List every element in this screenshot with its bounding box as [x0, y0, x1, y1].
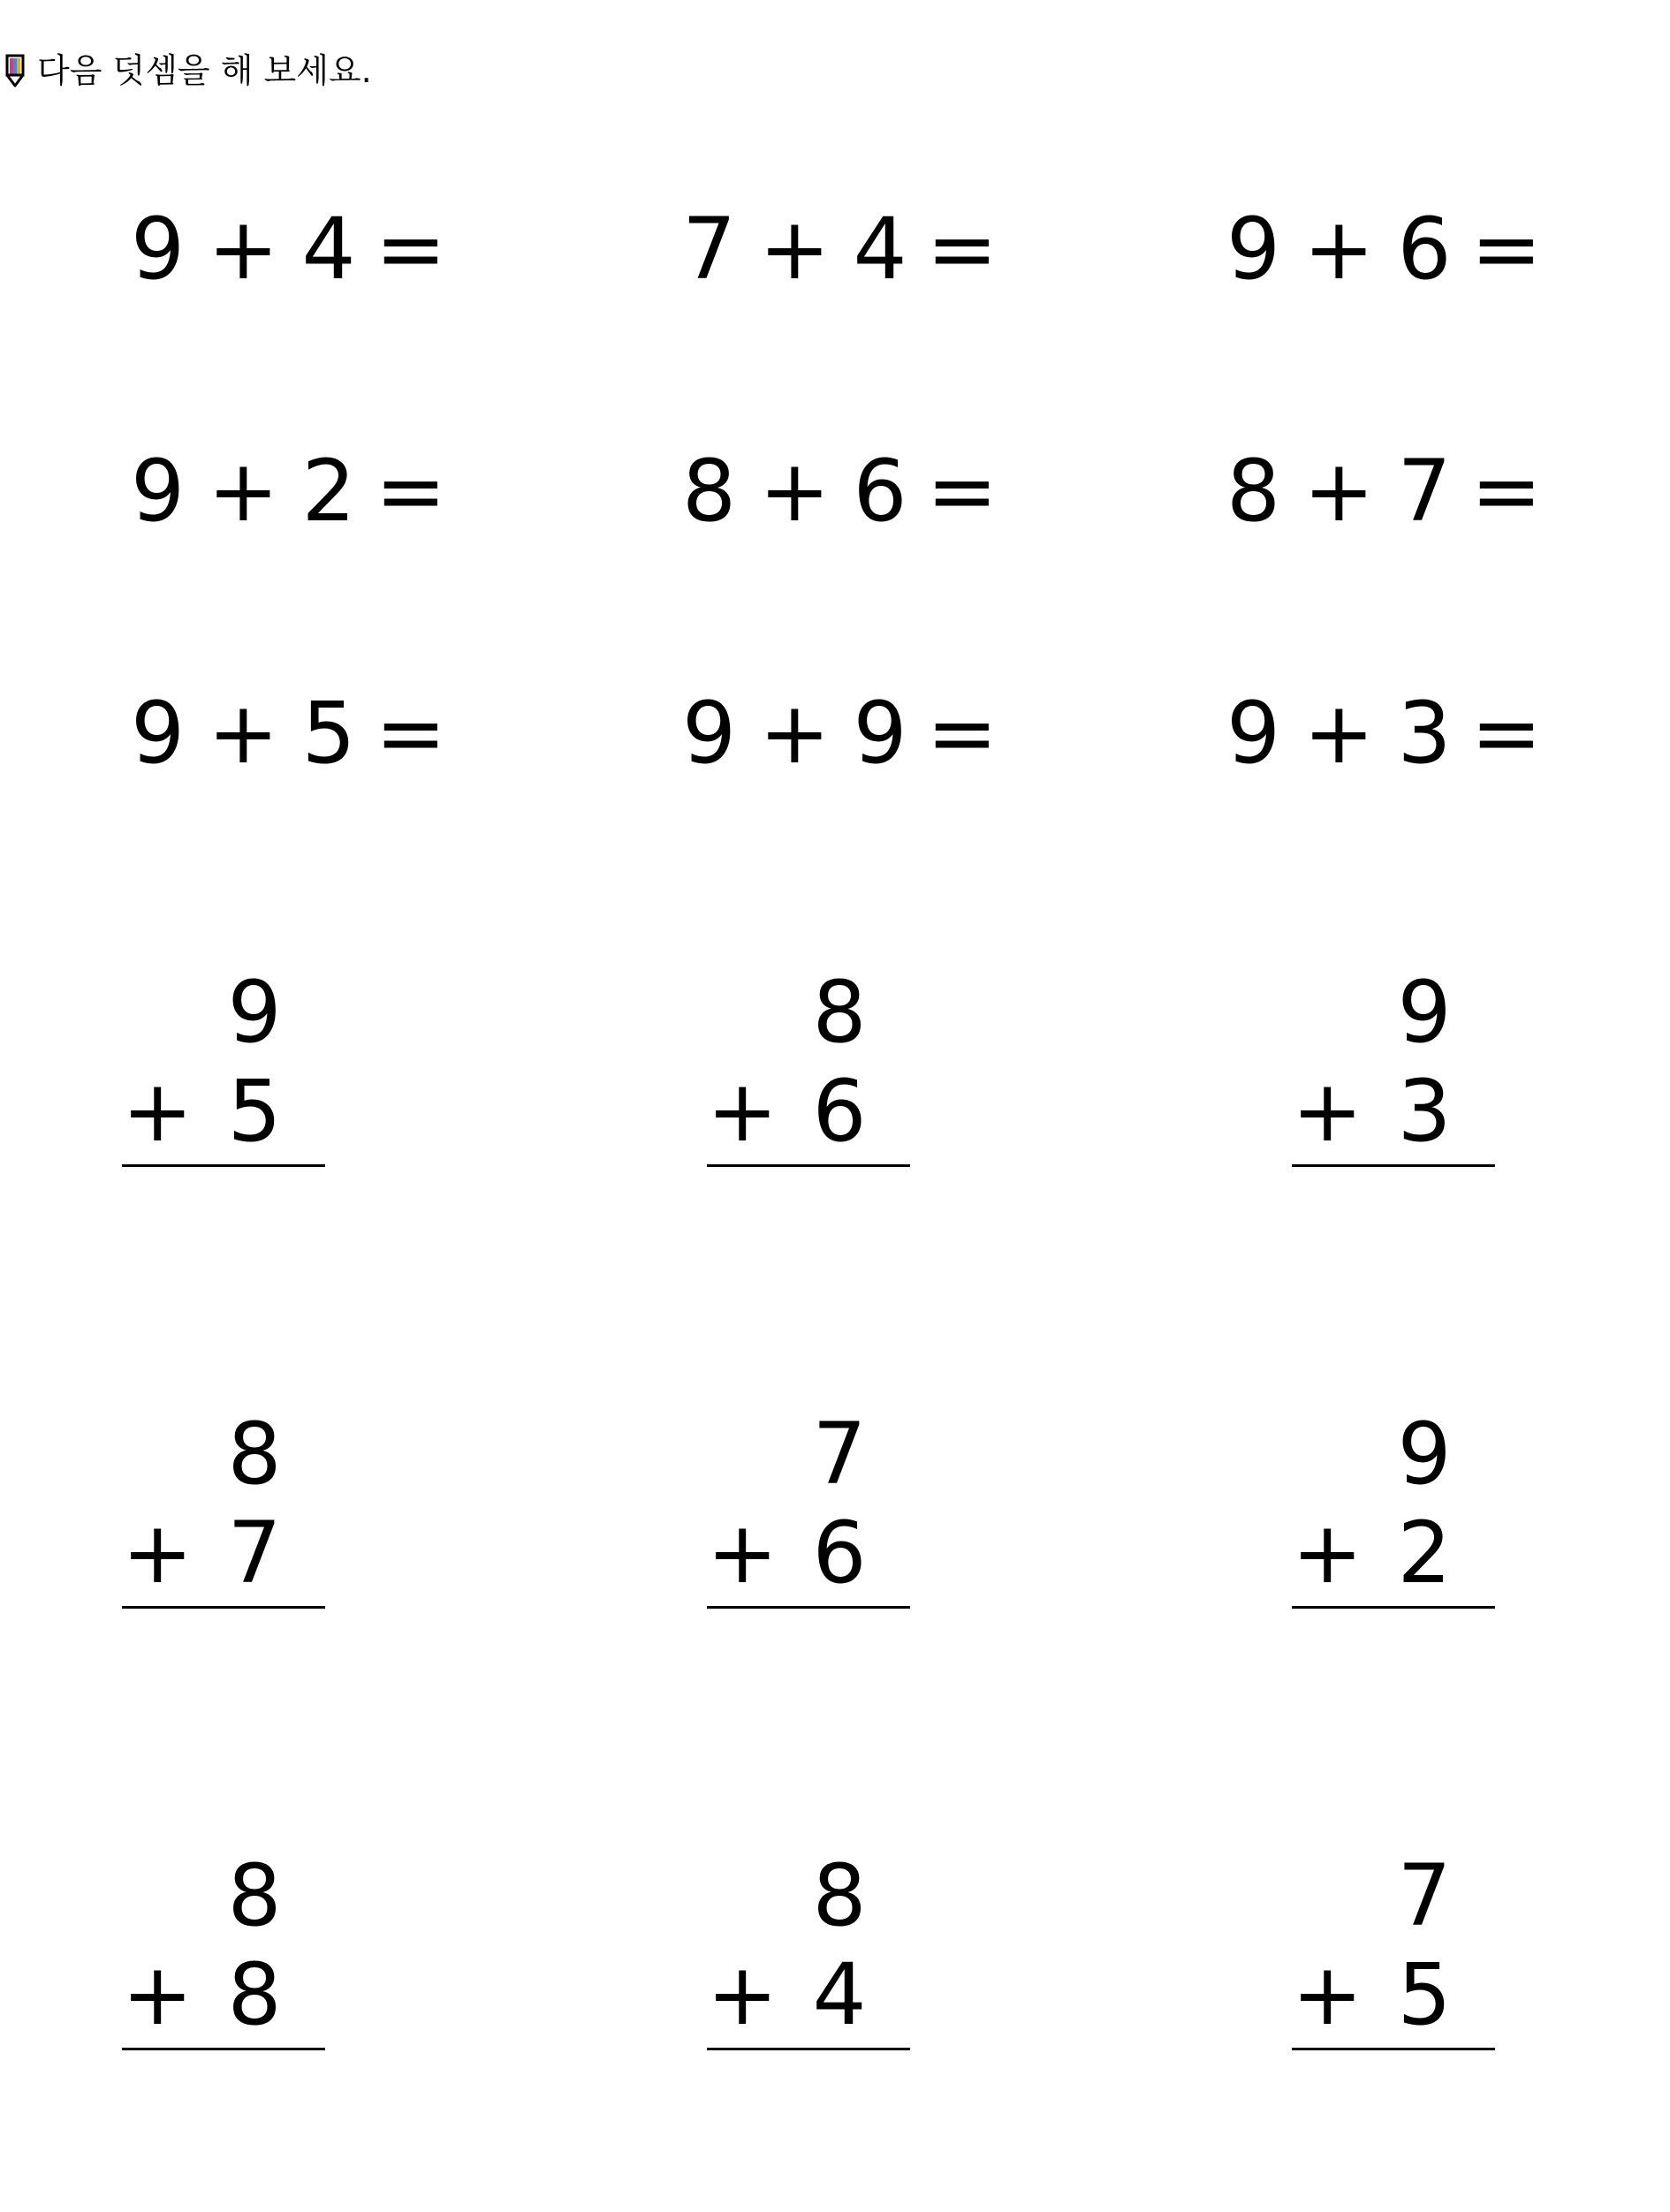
plus-sign: + — [1303, 684, 1375, 783]
addend-a: 9 — [131, 442, 186, 541]
addend-top: 7 — [1397, 1846, 1452, 1945]
plus-sign: + — [759, 200, 831, 299]
vertical-problem-5 — [707, 1405, 910, 1608]
plus-sign: + — [707, 1062, 778, 1161]
answer-line — [707, 2048, 910, 2050]
horizontal-problem-4 — [131, 438, 502, 544]
equals-sign: = — [375, 684, 447, 783]
plus-sign: + — [707, 1504, 778, 1602]
answer-line — [122, 1606, 325, 1609]
plus-sign: + — [208, 200, 279, 299]
plus-sign: + — [208, 684, 279, 783]
addend-a: 7 — [682, 200, 737, 299]
horizontal-problem-6 — [1226, 438, 1598, 544]
plus-sign: + — [122, 1504, 194, 1602]
horizontal-problem-1 — [131, 196, 502, 302]
addend-b: 4 — [853, 200, 907, 299]
pencil-icon — [5, 54, 25, 87]
addend-bottom: 3 — [1397, 1062, 1452, 1161]
addend-bottom: 8 — [227, 1945, 282, 2044]
addend-bottom: 7 — [227, 1504, 282, 1602]
plus-sign: + — [1292, 1504, 1363, 1602]
answer-line — [707, 1606, 910, 1609]
plus-sign: + — [759, 442, 831, 541]
vertical-problem-7 — [122, 1846, 325, 2049]
addend-bottom: 5 — [1397, 1945, 1452, 2044]
addend-b: 3 — [1397, 684, 1452, 783]
horizontal-problem-7 — [131, 680, 502, 786]
addend-b: 7 — [1397, 442, 1452, 541]
vertical-problem-6 — [1292, 1405, 1495, 1608]
answer-line — [122, 1164, 325, 1167]
addend-bottom: 2 — [1397, 1504, 1452, 1602]
vertical-problem-8 — [707, 1846, 910, 2049]
equals-sign: = — [1470, 200, 1543, 299]
horizontal-problem-8 — [682, 680, 1053, 786]
addend-a: 9 — [131, 200, 186, 299]
addend-a: 8 — [1226, 442, 1281, 541]
answer-line — [1292, 1606, 1495, 1609]
horizontal-problem-2 — [682, 196, 1053, 302]
equals-sign: = — [926, 442, 998, 541]
vertical-problem-9 — [1292, 1846, 1495, 2049]
equals-sign: = — [1470, 442, 1543, 541]
equals-sign: = — [926, 684, 998, 783]
plus-sign: + — [1292, 1945, 1363, 2044]
addend-b: 9 — [853, 684, 907, 783]
addend-a: 9 — [1226, 684, 1281, 783]
plus-sign: + — [759, 684, 831, 783]
addend-b: 4 — [301, 200, 356, 299]
horizontal-problem-5 — [682, 438, 1053, 544]
addend-top: 7 — [812, 1405, 867, 1504]
answer-line — [122, 2048, 325, 2050]
addend-bottom: 4 — [812, 1945, 867, 2044]
addend-a: 8 — [682, 442, 737, 541]
instruction-text: 다음 덧셈을 해 보세요. — [37, 51, 372, 90]
addend-bottom: 5 — [227, 1062, 282, 1161]
addend-b: 5 — [301, 684, 356, 783]
addend-a: 9 — [682, 684, 737, 783]
answer-line — [1292, 2048, 1495, 2050]
horizontal-problem-3 — [1226, 196, 1598, 302]
addend-top: 8 — [812, 1846, 867, 1945]
addend-a: 9 — [1226, 200, 1281, 299]
equals-sign: = — [926, 200, 998, 299]
plus-sign: + — [208, 442, 279, 541]
plus-sign: + — [1303, 442, 1375, 541]
plus-sign: + — [1292, 1062, 1363, 1161]
addend-a: 9 — [131, 684, 186, 783]
vertical-problem-4 — [122, 1405, 325, 1608]
plus-sign: + — [122, 1945, 194, 2044]
addend-b: 6 — [1397, 200, 1452, 299]
addend-top: 8 — [227, 1405, 282, 1504]
answer-line — [707, 1164, 910, 1167]
equals-sign: = — [375, 442, 447, 541]
addend-b: 6 — [853, 442, 907, 541]
instruction — [5, 49, 372, 92]
addend-top: 9 — [1397, 1405, 1452, 1504]
equals-sign: = — [1470, 684, 1543, 783]
addend-top: 9 — [1397, 963, 1452, 1062]
vertical-problem-2 — [707, 963, 910, 1166]
vertical-problem-3 — [1292, 963, 1495, 1166]
addend-bottom: 6 — [812, 1504, 867, 1602]
plus-sign: + — [1303, 200, 1375, 299]
plus-sign: + — [122, 1062, 194, 1161]
horizontal-problem-9 — [1226, 680, 1598, 786]
equals-sign: = — [375, 200, 447, 299]
vertical-problem-1 — [122, 963, 325, 1166]
plus-sign: + — [707, 1945, 778, 2044]
answer-line — [1292, 1164, 1495, 1167]
addend-bottom: 6 — [812, 1062, 867, 1161]
addend-b: 2 — [301, 442, 356, 541]
addend-top: 9 — [227, 963, 282, 1062]
addend-top: 8 — [227, 1846, 282, 1945]
addend-top: 8 — [812, 963, 867, 1062]
